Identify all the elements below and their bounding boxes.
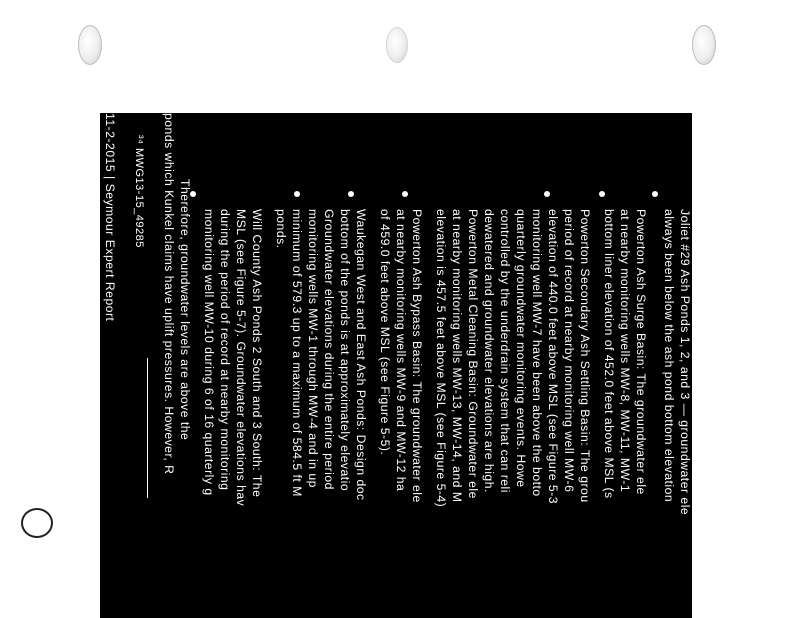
text-line: Waukegan West and East Ash Ponds: Design doc [354, 209, 368, 501]
text-line: bottom of the ponds is at approximately elevatio [338, 209, 352, 492]
text-line: of 459.0 feet above MSL (see Figure 5-5). [378, 209, 392, 456]
text-line: controlled by the underdrain system that can reli [498, 209, 512, 493]
text-line: Will County Ash Ponds 2 South and 3 South: The [250, 209, 264, 498]
text-line: monitoring wells MW-1 through MW-4 and in up [306, 209, 320, 488]
page-footer: 11-2-2015 | Seymour Expert Report [103, 113, 117, 322]
text-line: elevation of 440.0 feet above MSL (see Figure 5-3 [546, 209, 560, 505]
list-bullet [652, 191, 658, 197]
text-line: dewatered and groundwater elevations are high. [482, 209, 496, 493]
text-line: Powerton Metal Cleaning Basin: Groundwater ele [466, 209, 480, 499]
footnote-rule [147, 358, 148, 498]
text-line: quarterly groundwater monitoring events. Howe [514, 209, 528, 488]
text-line: ponds which Kunkel claims have uplift pressures. However, R [162, 113, 176, 475]
list-bullet [599, 191, 605, 197]
text-line: Powerton Ash Bypass Basin: The groundwater ele [410, 209, 424, 503]
punch-hole-ring [21, 508, 53, 538]
text-line: Powerton Secondary Ash Settling Basin: The grou [578, 209, 592, 503]
text-line: Therefore, groundwater levels are above the [178, 179, 192, 441]
text-line: bottom liner elevation of 452.0 feet above MSL (s [602, 209, 616, 499]
list-bullet [294, 191, 300, 197]
list-bullet [544, 191, 550, 197]
text-line: at nearby monitoring wells MW-9 and MW-12 ha [394, 209, 408, 492]
scanned-page [100, 113, 692, 618]
text-line: MSL (see Figure 5-7). Groundwater elevations hav [234, 209, 248, 507]
text-line: Powerton Ash Surge Basin: The groundwater ele [634, 209, 648, 495]
list-bullet [348, 191, 354, 197]
text-line: monitoring well MW-10 during 6 of 16 quarterly g [202, 209, 216, 496]
text-line: at nearby monitoring wells MW-8, MW-11, MW-1 [618, 209, 632, 493]
text-line: elevation is 457.5 feet above MSL (see Figure 5-4) [434, 209, 448, 508]
text-line: always been below the ash pond bottom elevation [662, 209, 676, 503]
text-line: ponds. [274, 209, 288, 249]
text-line: Groundwater elevations during the entire period [322, 209, 336, 490]
text-line: period of record at nearby monitoring well MW-6 [562, 209, 576, 493]
text-line: Joliet #29 Ash Ponds 1, 2, and 3 — groundwater ele [678, 209, 692, 516]
list-bullet [402, 191, 408, 197]
text-line: minimum of 579.3 up to a maximum of 584.5 ft M [290, 209, 304, 497]
footnote: ³⁴ MWG13-15_49285 [133, 135, 145, 248]
text-line: at nearby monitoring wells MW-13, MW-14, and M [450, 209, 464, 503]
punch-hole [692, 25, 716, 65]
punch-hole [78, 25, 102, 65]
text-line: during the period of record at nearby monitoring [218, 209, 232, 491]
text-line: monitoring well MW-7 have been above the botto [530, 209, 544, 497]
page-content [100, 113, 692, 618]
punch-hole [386, 27, 408, 63]
